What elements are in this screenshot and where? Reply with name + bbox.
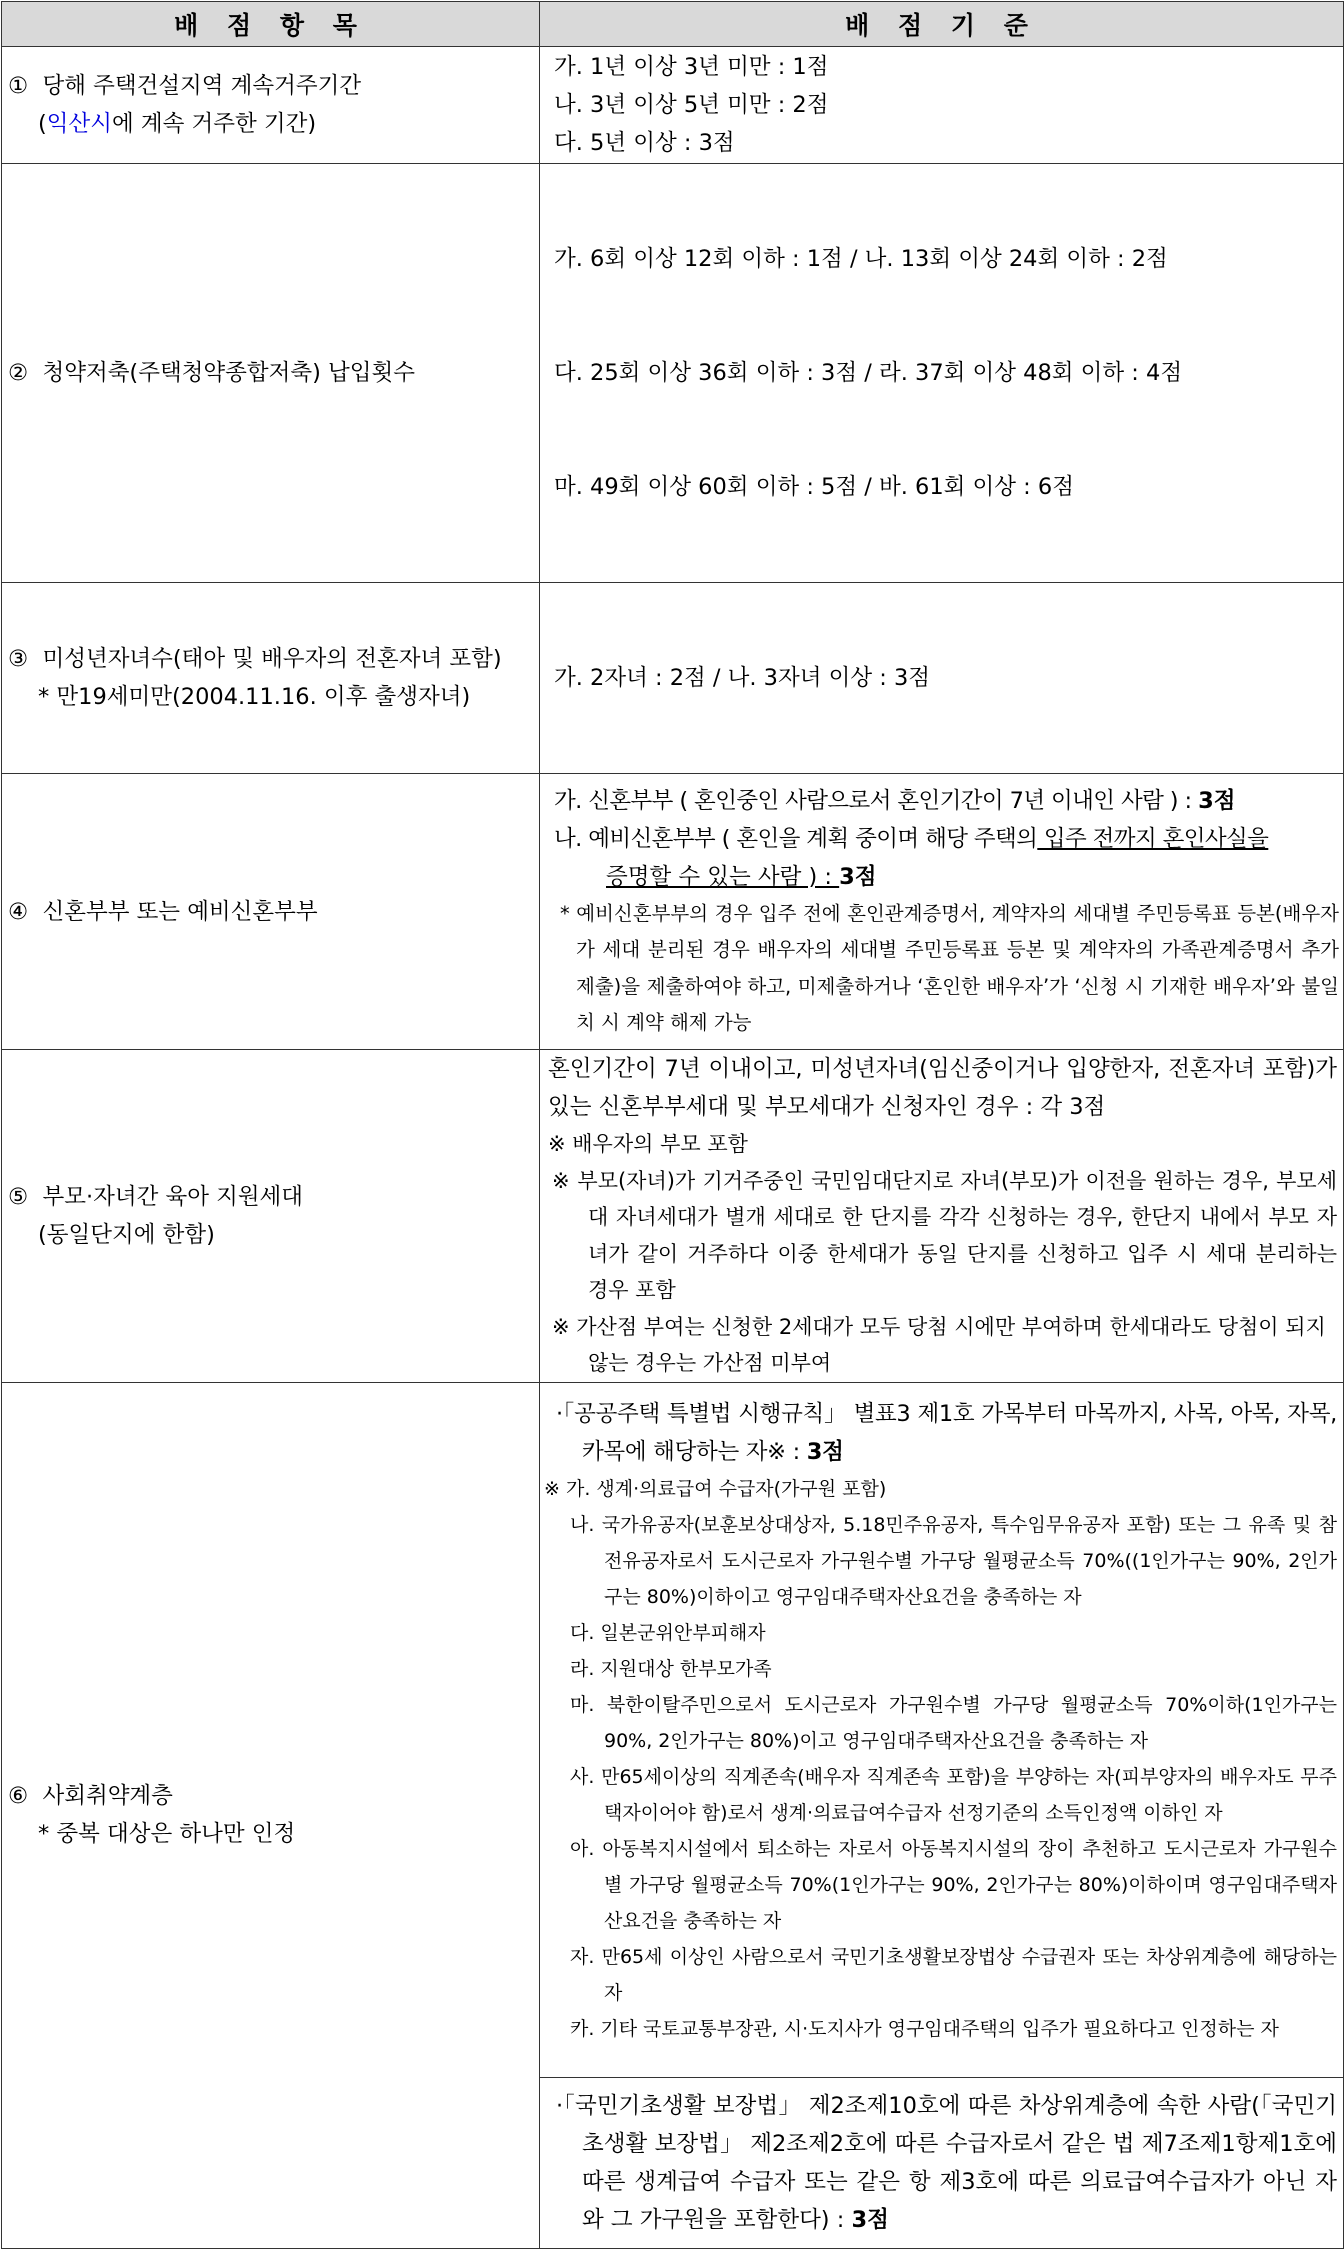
list-item: 자. 만65세 이상인 사람으로서 국민기초생활보장법상 수급권자 또는 차상위계층에 해당하는 자 xyxy=(570,1945,1337,2004)
score-value: 3점 xyxy=(839,863,877,890)
item-subtitle: * 만19세미만(2004.11.16. 이후 출생자녀) xyxy=(38,684,471,710)
criteria-cell xyxy=(540,583,1344,774)
criteria-note: ※ 가산점 부여는 신청한 2세대가 모두 당첨 시에만 부여하며 한세대라도 당첨이 되지 않는 경우는 가산점 미부여 xyxy=(552,1314,1326,1375)
table-row xyxy=(2,164,1344,583)
criteria-line: 가. 2자녀 : 2점 / 나. 3자녀 이상 : 3점 xyxy=(554,665,931,691)
list-item: 라. 지원대상 한부모가족 xyxy=(570,1657,772,1680)
table-row xyxy=(2,583,1344,774)
score-value: 3점 xyxy=(851,2206,889,2233)
table-row xyxy=(2,1050,1344,1383)
item-cell xyxy=(2,47,540,164)
score-value: 3점 xyxy=(806,1438,844,1465)
city-name: 익산시 xyxy=(46,111,112,137)
table-header-row xyxy=(2,2,1344,47)
item-title: 청약저축(주택청약종합저축) 납입횟수 xyxy=(42,360,415,386)
list-item: 사. 만65세이상의 직계존속(배우자 직계존속 포함)을 부양하는 자(피부양자의 배우자도 무주택자이어야 함)로서 생계·의료급여수급자 선정기준의 소득인정액 이하인 자 xyxy=(570,1765,1337,1824)
criteria-line: 증명할 수 있는 사람 ) : 3점 xyxy=(606,863,877,890)
table-row xyxy=(2,774,1344,1050)
criteria-main: ·「공공주택 특별법 시행규칙」 별표3 제1호 가목부터 마목까지, 사목, 아목, 자목, 카목에 해당하는 자※ : 3점 xyxy=(556,1400,1337,1465)
item-subtitle: * 중복 대상은 하나만 인정 xyxy=(38,1821,296,1847)
item-cell xyxy=(2,774,540,1050)
list-item: 다. 일본군위안부피해자 xyxy=(570,1621,766,1644)
table-row xyxy=(2,1382,1344,2077)
criteria-line: 가. 신혼부부 ( 혼인중인 사람으로서 혼인기간이 7년 이내인 사람 ) : 3점 xyxy=(554,787,1236,814)
item-number: ② xyxy=(8,360,29,386)
item-subtitle: (동일단지에 한함) xyxy=(38,1221,215,1248)
criteria-line: 가. 1년 이상 3년 미만 : 1점 xyxy=(554,54,829,80)
item-number: ④ xyxy=(8,898,29,925)
item-subtitle: 에 계속 거주한 기간) xyxy=(112,111,317,137)
criteria-line: 나. 예비신혼부부 ( 혼인을 계획 중이며 해당 주택의 입주 전까지 혼인사실을 xyxy=(554,825,1269,852)
item-number: ③ xyxy=(8,646,29,672)
header-item: 배 점 항 목 xyxy=(2,2,540,47)
list-item: ※ 가. 생계·의료급여 수급자(가구원 포함) xyxy=(544,1477,887,1500)
item-title: 당해 주택건설지역 계속거주기간 xyxy=(42,73,362,99)
item-cell xyxy=(2,1382,540,2248)
item-cell xyxy=(2,1050,540,1383)
list-item: 나. 국가유공자(보훈보상대상자, 5.18민주유공자, 특수임무유공자 포함) 또는 그 유족 및 참전유공자로서 도시근로자 가구원수별 가구당 월평균소득 70%((1인가구는 90%, 2인가구는 80%)이하이고 영구임대주택자산요건을 충족하는 자 xyxy=(570,1513,1337,1608)
scoring-table xyxy=(1,1,1344,2249)
criteria-line: 마. 49회 이상 60회 이하 : 5점 / 바. 61회 이상 : 6점 xyxy=(554,474,1074,500)
item-title: 미성년자녀수(태아 및 배우자의 전혼자녀 포함) xyxy=(42,646,502,672)
list-item: 마. 북한이탈주민으로서 도시근로자 가구원수별 가구당 월평균소득 70%이하(1인가구는 90%, 2인가구는 80%)이고 영구임대주택자산요건을 충족하는 자 xyxy=(570,1693,1337,1752)
item-title: 신혼부부 또는 예비신혼부부 xyxy=(42,898,318,925)
item-number: ① xyxy=(8,73,29,99)
criteria-line: 다. 5년 이상 : 3점 xyxy=(554,130,735,156)
criteria-note: ※ 배우자의 부모 포함 xyxy=(548,1132,748,1156)
paren-open: ( xyxy=(38,111,47,137)
item-number: ⑥ xyxy=(8,1783,29,1809)
item-title: 사회취약계층 xyxy=(42,1783,173,1809)
criteria-cell xyxy=(540,164,1344,583)
criteria-note: ※ 부모(자녀)가 기거주중인 국민임대단지로 자녀(부모)가 이전을 원하는 경우, 부모세대 자녀세대가 별개 세대로 한 단지를 각각 신청하는 경우, 한단지 내에서 부모 자녀가 같이 거주하다 이중 한세대가 동일 단지를 신청하고 입주 시 세대 분리하는 경우 포함 xyxy=(552,1168,1337,1302)
criteria-cell xyxy=(540,1050,1344,1383)
criteria-line: 나. 3년 이상 5년 미만 : 2점 xyxy=(554,92,829,118)
item-number: ⑤ xyxy=(8,1183,29,1210)
criteria-cell xyxy=(540,1382,1344,2077)
criteria-cell xyxy=(540,47,1344,164)
criteria-main: 혼인기간이 7년 이내이고, 미성년자녀(임신중이거나 입양한자, 전혼자녀 포함)가 있는 신혼부부세대 및 부모세대가 신청자인 경우 : 각 3점 xyxy=(548,1056,1337,1120)
list-item: 카. 기타 국토교통부장관, 시·도지사가 영구임대주택의 입주가 필요하다고 인정하는 자 xyxy=(570,2017,1279,2040)
list-item: 아. 아동복지시설에서 퇴소하는 자로서 아동복지시설의 장이 추천하고 도시근로자 가구원수별 가구당 월평균소득 70%(1인가구는 90%, 2인가구는 80%)이하이며 영구임대주택자산요건을 충족하는 자 xyxy=(570,1837,1337,1932)
criteria-secondary: ·「국민기초생활 보장법」 제2조제10호에 따른 차상위계층에 속한 사람(「국민기초생활 보장법」 제2조제2호에 따른 수급자로서 같은 법 제7조제1항제1호에 따른 생계급여 수급자 또는 같은 항 제3호에 따른 의료급여수급자가 아닌 자와 그 가구원을 포함한다) : 3점 xyxy=(556,2092,1337,2233)
item-cell xyxy=(2,164,540,583)
score-value: 3점 xyxy=(1198,787,1236,814)
table-row xyxy=(2,47,1344,164)
item-cell xyxy=(2,583,540,774)
criteria-line: 가. 6회 이상 12회 이하 : 1점 / 나. 13회 이상 24회 이하 : 2점 xyxy=(554,246,1168,272)
criteria-cell xyxy=(540,2077,1344,2248)
item-title: 부모·자녀간 육아 지원세대 xyxy=(42,1183,304,1210)
criteria-line: 다. 25회 이상 36회 이하 : 3점 / 라. 37회 이상 48회 이하 : 4점 xyxy=(554,360,1183,386)
header-criteria: 배 점 기 준 xyxy=(540,2,1344,47)
criteria-note: * 예비신혼부부의 경우 입주 전에 혼인관계증명서, 계약자의 세대별 주민등록표 등본(배우자가 세대 분리된 경우 배우자의 세대별 주민등록표 등본 및 계약자의 가족관계증명서 추가 제출)을 제출하여야 하고, 미제출하거나 ‘혼인한 배우자’가 ‘신청 시 기재한 배우자’와 불일치 시 계약 해제 가능 xyxy=(560,901,1339,1034)
criteria-cell xyxy=(540,774,1344,1050)
